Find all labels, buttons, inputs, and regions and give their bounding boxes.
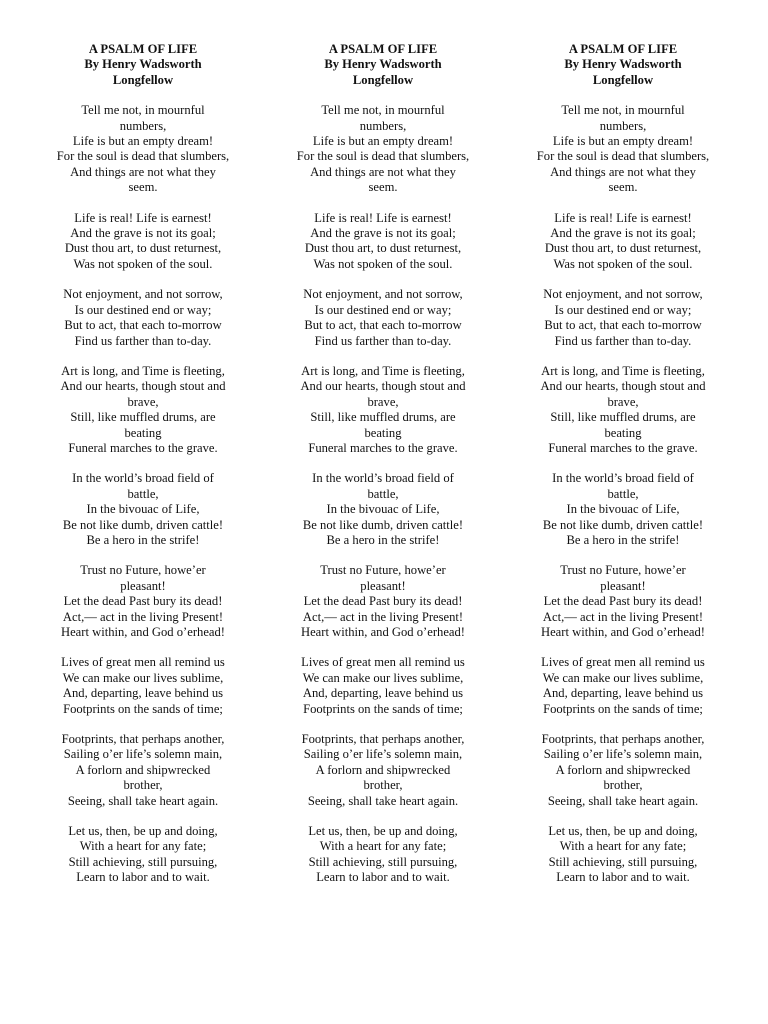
stanza [280,824,486,886]
poem-line: With a heart for any fate; [559,839,687,854]
poem-line: brother, [363,778,403,793]
poem-line: Heart within, and God o’erhead! [300,625,465,639]
poem-line: Let us, then, be up and doing, [548,824,698,839]
author-line-2: Longfellow [112,72,174,87]
poem-line: Was not spoken of the soul. [73,256,213,271]
poem-line: pleasant! [360,578,406,593]
poem-line: Act,— act in the living Present! [62,609,224,624]
author-line-1: By Henry Wadsworth [84,57,202,72]
poem-line: Life is but an empty dream! [552,134,694,149]
poem-line: Let us, then, be up and doing, [308,824,458,839]
poem-line: seem. [368,180,398,195]
poem-line: Be a hero in the strife! [566,532,680,547]
poem-line: Be a hero in the strife! [326,532,440,547]
poem-line: And things are not what they [70,164,216,179]
poem-line: In the bivouac of Life, [86,502,200,517]
poem-line: seem. [608,180,638,195]
poem-line: Not enjoyment, and not sorrow, [63,287,223,302]
poem-line: pleasant! [120,578,166,593]
poem-line: Footprints on the sands of time; [63,701,223,716]
stanza [280,732,486,809]
poem-line: And our hearts, though stout and [60,379,226,394]
poem-line: And the grave is not its goal; [70,226,216,241]
poem-column-2 [280,42,486,901]
poem-line: Lives of great men all remind us [61,655,225,670]
stanza [40,211,246,273]
author-line-2: Longfellow [352,72,414,87]
poem-line: Still achieving, still pursuing, [548,854,698,869]
stanza [520,471,726,548]
author-line-2: Longfellow [592,72,654,87]
poem-line: Sailing o’er life’s solemn main, [63,747,223,762]
poem-line: Life is real! Life is earnest! [74,210,212,225]
poem-line: Dust thou art, to dust returnest, [64,241,222,256]
stanza [280,211,486,273]
poem-line: Let the dead Past bury its dead! [63,594,223,609]
stanza [280,471,486,548]
poem-line: Footprints, that perhaps another, [61,732,225,747]
poem-line: Be not like dumb, driven cattle! [302,517,464,532]
poem-line: Be a hero in the strife! [86,532,200,547]
stanza [280,364,486,456]
poem-line: In the bivouac of Life, [326,502,440,517]
title-block [280,42,486,88]
stanza [520,211,726,273]
stanza [520,287,726,349]
poem-line: Life is real! Life is earnest! [314,210,452,225]
stanza [520,364,726,456]
stanza [520,732,726,809]
poem-line: With a heart for any fate; [319,839,447,854]
poem-line: Trust no Future, howe’er [560,563,686,578]
poem-title: A PSALM OF LIFE [88,42,198,56]
poem-line: Still achieving, still pursuing, [308,854,458,869]
poem-line: Art is long, and Time is fleeting, [61,363,225,378]
poem-line: Heart within, and God o’erhead! [60,625,225,639]
poem-line: numbers, [599,118,647,133]
poem-line: Learn to labor and to wait. [76,870,210,885]
poem-line: Is our destined end or way; [314,302,452,317]
poem-line: Is our destined end or way; [74,302,212,317]
poem-line: In the bivouac of Life, [566,502,680,517]
poem-line: brother, [603,778,643,793]
poem-line: Funeral marches to the grave. [548,440,698,455]
poem-line: beating [604,425,642,440]
poem-line: brave, [607,394,639,409]
poem-line: But to act, that each to-morrow [64,318,222,333]
poem-line: Let us, then, be up and doing, [68,824,218,839]
poem-line: Let the dead Past bury its dead! [543,594,703,609]
poem-line: Still, like muffled drums, are [310,410,456,425]
stanza [520,103,726,195]
poem-line: Lives of great men all remind us [301,655,465,670]
poem-line: brother, [123,778,163,793]
author-line-1: By Henry Wadsworth [564,57,682,72]
poem-line: A forlorn and shipwrecked [75,762,211,777]
poem-line: Be not like dumb, driven cattle! [542,517,704,532]
poem-line: Was not spoken of the soul. [553,256,693,271]
title-block [520,42,726,88]
stanza [40,655,246,717]
poem-body [520,103,726,885]
poem-line: Find us farther than to-day. [554,333,692,348]
stanza [280,287,486,349]
poem-line: And things are not what they [550,164,696,179]
stanza [40,471,246,548]
stanza [40,824,246,886]
poem-line: Not enjoyment, and not sorrow, [303,287,463,302]
poem-line: Tell me not, in mournful [321,103,445,118]
poem-line: Trust no Future, howe’er [80,563,206,578]
poem-line: Is our destined end or way; [554,302,692,317]
poem-line: For the soul is dead that slumbers, [536,149,710,164]
poem-line: We can make our lives sublime, [62,670,224,685]
poem-line: Find us farther than to-day. [314,333,452,348]
poem-line: seem. [128,180,158,195]
stanza [520,655,726,717]
stanza [520,563,726,640]
poem-line: Act,— act in the living Present! [542,609,704,624]
poem-line: numbers, [119,118,167,133]
poem-line: beating [124,425,162,440]
poem-title: A PSALM OF LIFE [568,42,678,56]
poem-line: And, departing, leave behind us [302,686,464,701]
poem-line: Heart within, and God o’erhead! [540,625,705,639]
poem-line: Life is but an empty dream! [72,134,214,149]
poem-line: Funeral marches to the grave. [68,440,218,455]
poem-body [280,103,486,885]
poem-title: A PSALM OF LIFE [328,42,438,56]
stanza [520,824,726,886]
poem-line: Footprints, that perhaps another, [301,732,465,747]
poem-line: Sailing o’er life’s solemn main, [303,747,463,762]
poem-line: Tell me not, in mournful [81,103,205,118]
poem-line: Still, like muffled drums, are [550,410,696,425]
poem-line: Footprints on the sands of time; [303,701,463,716]
poem-line: battle, [127,486,159,501]
stanza [40,563,246,640]
author-line-1: By Henry Wadsworth [324,57,442,72]
poem-line: Seeing, shall take heart again. [307,793,459,808]
poem-column-1 [40,42,246,901]
poem-line: Dust thou art, to dust returnest, [304,241,462,256]
poem-line: Funeral marches to the grave. [308,440,458,455]
poem-line: Not enjoyment, and not sorrow, [543,287,703,302]
poem-line: And our hearts, though stout and [300,379,466,394]
stanza [280,103,486,195]
poem-line: Footprints on the sands of time; [543,701,703,716]
stanza [280,563,486,640]
stanza [40,103,246,195]
poem-line: Footprints, that perhaps another, [541,732,705,747]
poem-line: Seeing, shall take heart again. [547,793,699,808]
poem-line: A forlorn and shipwrecked [555,762,691,777]
poem-line: And the grave is not its goal; [310,226,456,241]
poem-line: And, departing, leave behind us [62,686,224,701]
poem-body [40,103,246,885]
poem-line: Learn to labor and to wait. [316,870,450,885]
poem-line: Let the dead Past bury its dead! [303,594,463,609]
poem-line: In the world’s broad field of [72,471,214,486]
poem-line: Learn to labor and to wait. [556,870,690,885]
poem-line: Life is real! Life is earnest! [554,210,692,225]
poem-column-3 [520,42,726,901]
poem-line: A forlorn and shipwrecked [315,762,451,777]
title-block [40,42,246,88]
poem-line: In the world’s broad field of [552,471,694,486]
poem-line: Sailing o’er life’s solemn main, [543,747,703,762]
poem-line: Still achieving, still pursuing, [68,854,218,869]
poem-line: brave, [367,394,399,409]
poem-line: And our hearts, though stout and [540,379,706,394]
stanza [40,287,246,349]
poem-line: Trust no Future, howe’er [320,563,446,578]
poem-line: For the soul is dead that slumbers, [56,149,230,164]
poem-line: But to act, that each to-morrow [304,318,462,333]
poem-line: Be not like dumb, driven cattle! [62,517,224,532]
poem-line: Art is long, and Time is fleeting, [541,363,705,378]
poem-line: brave, [127,394,159,409]
poem-line: And things are not what they [310,164,456,179]
poem-line: Dust thou art, to dust returnest, [544,241,702,256]
poem-line: We can make our lives sublime, [302,670,464,685]
poem-line: And the grave is not its goal; [550,226,696,241]
poem-line: battle, [367,486,399,501]
poem-line: beating [364,425,402,440]
poem-line: For the soul is dead that slumbers, [296,149,470,164]
poem-line: Art is long, and Time is fleeting, [301,363,465,378]
stanza [280,655,486,717]
poem-line: Lives of great men all remind us [541,655,705,670]
stanza [40,732,246,809]
poem-line: Act,— act in the living Present! [302,609,464,624]
poem-line: Tell me not, in mournful [561,103,685,118]
poem-line: Still, like muffled drums, are [70,410,216,425]
poem-line: We can make our lives sublime, [542,670,704,685]
poem-line: Life is but an empty dream! [312,134,454,149]
poem-line: In the world’s broad field of [312,471,454,486]
poem-line: Was not spoken of the soul. [313,256,453,271]
poem-line: numbers, [359,118,407,133]
poem-line: And, departing, leave behind us [542,686,704,701]
poem-line: But to act, that each to-morrow [544,318,702,333]
poem-line: Find us farther than to-day. [74,333,212,348]
stanza [40,364,246,456]
poem-line: battle, [607,486,639,501]
poem-line: Seeing, shall take heart again. [67,793,219,808]
poem-line: With a heart for any fate; [79,839,207,854]
poem-line: pleasant! [600,578,646,593]
